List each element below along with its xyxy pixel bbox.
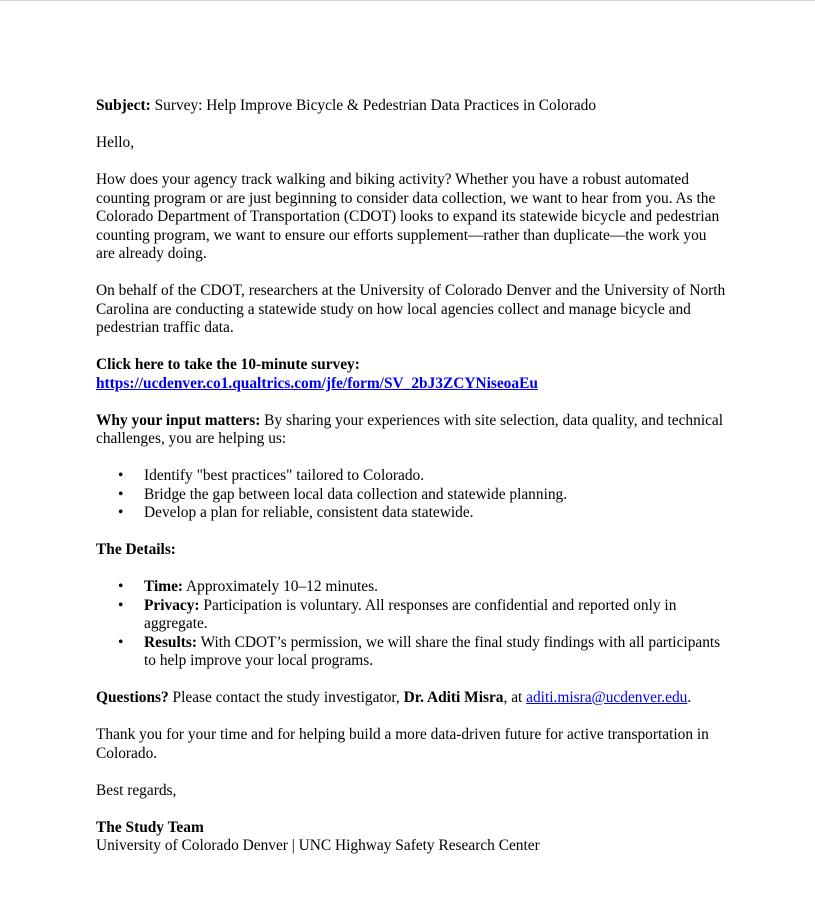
signature-orgs: University of Colorado Denver | UNC Highway Safety Research Center (96, 837, 540, 854)
why-list (96, 467, 726, 523)
survey-cta: Click here to take the 10-minute survey: (96, 356, 360, 373)
details-list (96, 578, 726, 671)
questions-text-middle: , at (503, 689, 527, 706)
bullet-icon: • (118, 467, 124, 484)
intro-paragraph: How does your agency track walking and biking activity? Whether you have a robust automated counting program or are just beginning to consider data collection, we want to hear from you. As the Colorado Department of Transportation (CDOT) looks to expand its statewide bicycle and pedestrian counting program, we want to ensure our efforts supplement—rather than duplicate—the work you are already doing. (96, 171, 720, 262)
list-item (96, 634, 726, 671)
detail-text: Participation is voluntary. All responses are confidential and reported only in aggregate. (144, 596, 677, 632)
survey-cta-block (96, 356, 726, 393)
list-item (96, 578, 726, 597)
detail-text: Approximately 10–12 minutes. (183, 578, 378, 595)
page-top-border (0, 0, 815, 1)
subject-label: Subject: (96, 97, 151, 114)
questions-text-end: . (687, 689, 692, 706)
greeting: Hello, (96, 134, 135, 151)
list-item-text: Identify "best practices" tailored to Colorado. (144, 467, 425, 484)
list-item (96, 467, 726, 486)
email-link[interactable]: aditi.misra@ucdenver.edu (526, 689, 688, 706)
details-heading-text: The Details: (96, 541, 176, 558)
investigator-name: Dr. Aditi Misra (403, 689, 504, 706)
survey-link[interactable]: https://ucdenver.co1.qualtrics.com/jfe/form/SV_2bJ3ZCYNiseoaEu (96, 374, 538, 392)
bullet-icon: • (118, 485, 124, 503)
thanks-paragraph: Thank you for your time and for helping build a more data-driven future for active transportation in Colorado. (96, 726, 709, 762)
list-item (96, 504, 726, 523)
bullet-icon: • (118, 504, 124, 521)
list-item-text: Develop a plan for reliable, consistent data statewide. (144, 504, 474, 521)
details-heading (96, 541, 726, 560)
questions-label: Questions? (96, 689, 169, 706)
questions-paragraph (96, 689, 726, 708)
bullet-icon: • (118, 633, 124, 651)
bullet-icon: • (118, 578, 124, 595)
subject-text: Survey: Help Improve Bicycle & Pedestrian Data Practices in Colorado (150, 97, 597, 114)
subject-line (96, 97, 726, 116)
why-label: Why your input matters: (96, 411, 261, 429)
detail-label: Privacy: (144, 596, 200, 614)
bullet-icon: • (118, 596, 124, 614)
list-item (96, 597, 726, 634)
why-text: By sharing your experiences with site selection, data quality, and technical challenges, you are helping us: (96, 411, 724, 447)
questions-text: Please contact the study investigator, (168, 689, 404, 706)
list-item (96, 486, 726, 505)
detail-label: Time: (144, 578, 184, 595)
why-paragraph (96, 412, 726, 449)
detail-text: With CDOT’s permission, we will share the final study findings with all participants to help improve your local programs. (144, 633, 721, 669)
signature-block (96, 819, 726, 856)
email-document (96, 97, 726, 874)
closing: Best regards, (96, 781, 177, 799)
signature-team: The Study Team (96, 818, 204, 836)
list-item-text: Bridge the gap between local data collection and statewide planning. (144, 485, 568, 503)
detail-label: Results: (144, 633, 198, 651)
behalf-paragraph: On behalf of the CDOT, researchers at the University of Colorado Denver and the University of North Carolina are conducting a statewide study on how local agencies collect and manage bicycle and pedestrian traffic data. (96, 282, 726, 336)
